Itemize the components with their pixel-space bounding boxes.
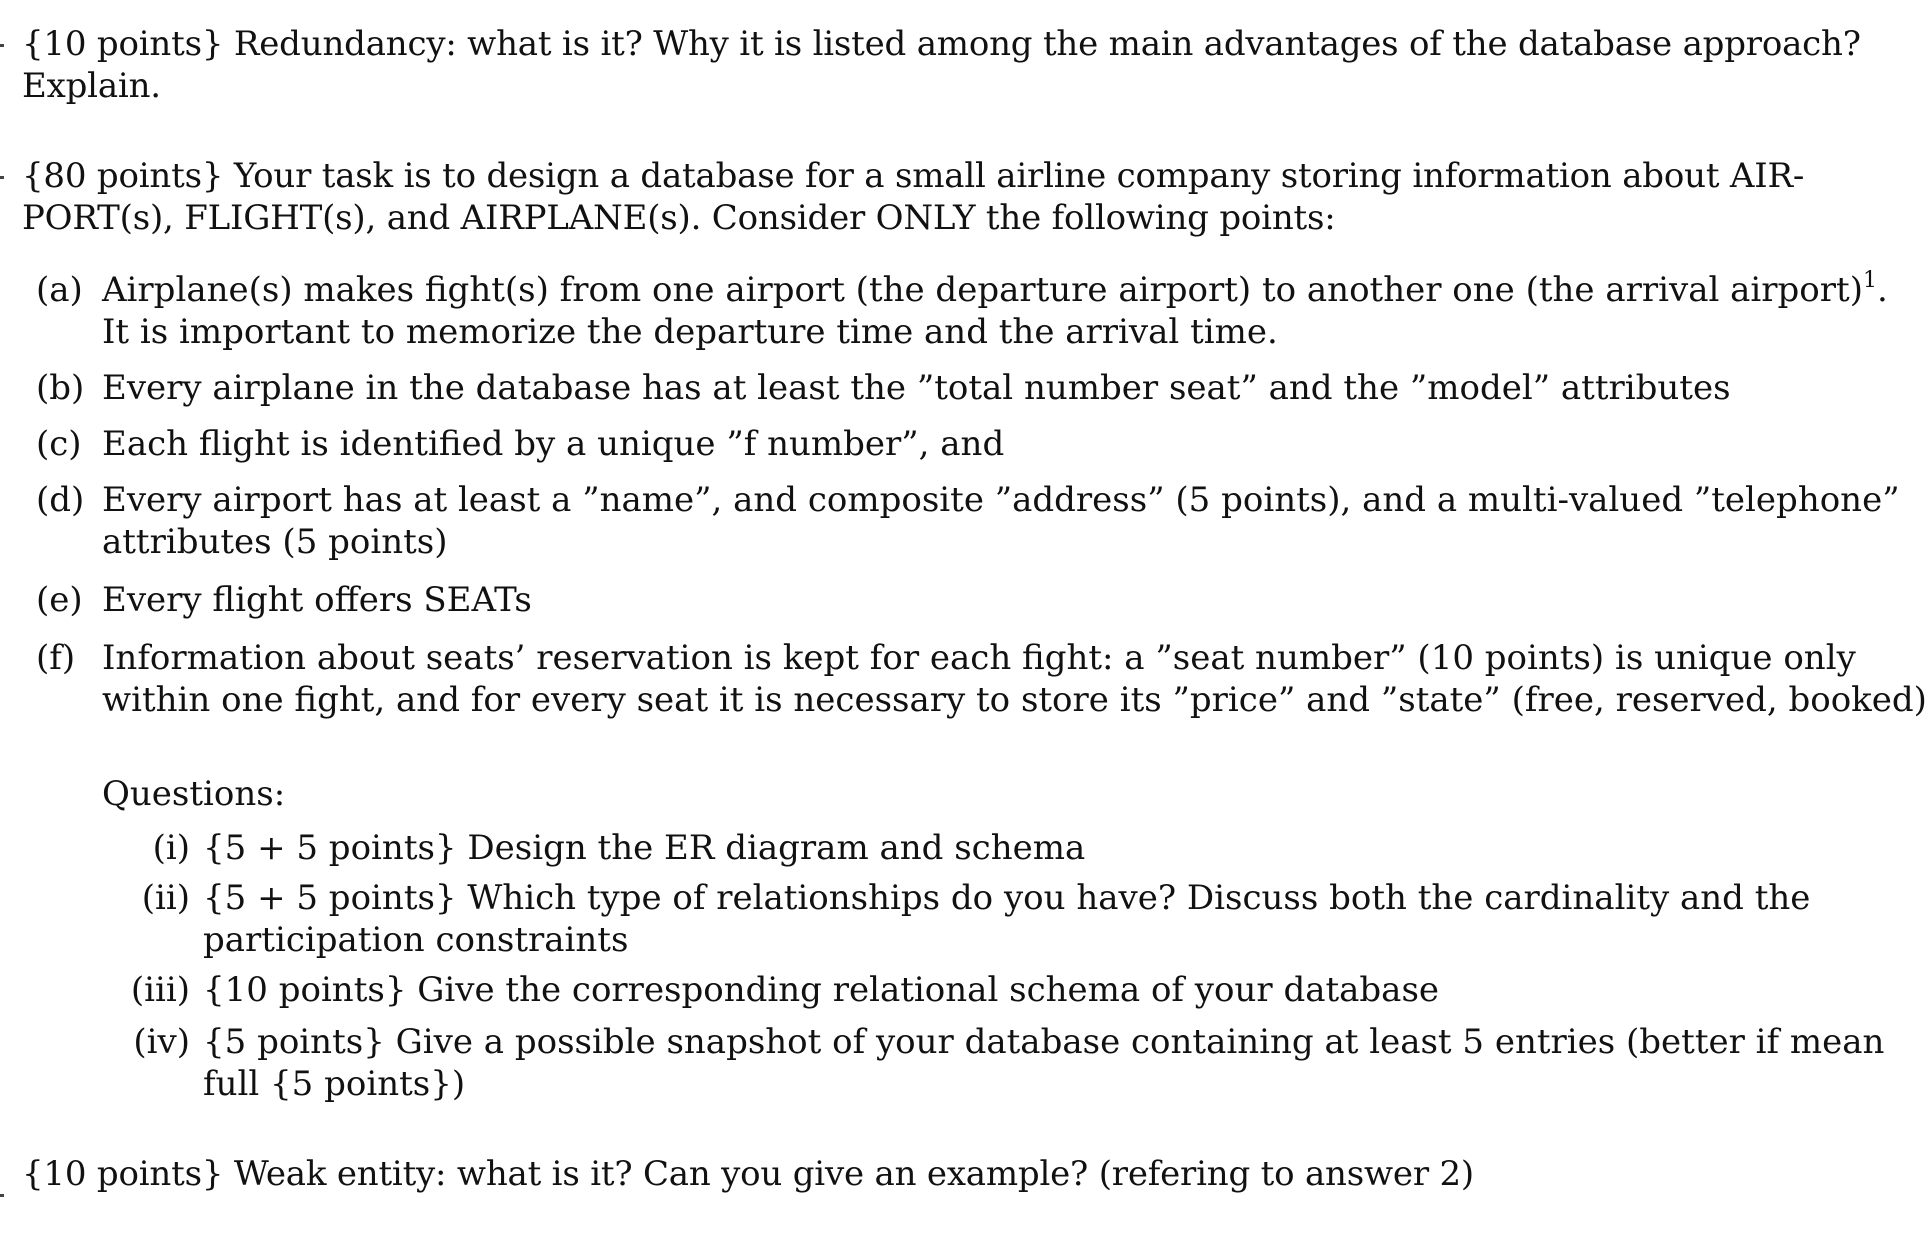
item-a-period: .	[1876, 270, 1888, 310]
item-f-line-1: Information about seats’ reservation is kept for each fight: a ”seat number” (10 points) is unique only	[102, 638, 1856, 678]
subquestion-iv-label: (iv)	[133, 1022, 190, 1062]
item-e-line-1: Every flight offers SEATs	[102, 580, 532, 620]
question-1-line-1: {10 points} Redundancy: what is it? Why it is listed among the main advantages of the database approach?	[22, 24, 1861, 64]
item-b-line-1: Every airplane in the database has at least the ”total number seat” and the ”model” attributes	[102, 368, 1731, 408]
list-marker	[0, 44, 4, 47]
subquestion-ii-label: (ii)	[141, 878, 190, 918]
question-2-line-2: PORT(s), FLIGHT(s), and AIRPLANE(s). Consider ONLY the following points:	[22, 198, 1336, 238]
subquestion-iii-label: (iii)	[130, 970, 190, 1010]
item-b-label: (b)	[36, 368, 85, 408]
subquestion-ii-line-1: {5 + 5 points} Which type of relationships do you have? Discuss both the cardinality and the	[203, 878, 1811, 918]
item-c-label: (c)	[36, 424, 82, 464]
list-marker	[0, 1194, 4, 1197]
question-3-line-1: {10 points} Weak entity: what is it? Can you give an example? (refering to answer 2)	[22, 1154, 1474, 1194]
subquestion-i-line-1: {5 + 5 points} Design the ER diagram and schema	[203, 828, 1086, 868]
item-a-line-1	[102, 267, 1888, 310]
item-a-text: Airplane(s) makes fight(s) from one airport (the departure airport) to another one (the arrival airport)	[102, 270, 1863, 310]
item-f-line-2: within one fight, and for every seat it is necessary to store its ”price” and ”state” (free, reserved, booked)	[102, 680, 1927, 720]
subquestion-iv-line-1: {5 points} Give a possible snapshot of your database containing at least 5 entries (better if mean	[203, 1022, 1885, 1062]
subquestion-i-label: (i)	[152, 828, 190, 868]
item-c-line-1: Each flight is identified by a unique ”f number”, and	[102, 424, 1005, 464]
list-marker	[0, 176, 4, 179]
subquestion-iv-line-2: full {5 points})	[203, 1064, 466, 1104]
subquestion-ii-line-2: participation constraints	[203, 920, 629, 960]
question-2-line-1: {80 points} Your task is to design a database for a small airline company storing information about AIR-	[22, 156, 1805, 196]
item-d-label: (d)	[36, 480, 85, 520]
questions-heading: Questions:	[102, 774, 286, 814]
question-1-line-2: Explain.	[22, 66, 161, 106]
item-d-line-2: attributes (5 points)	[102, 522, 448, 562]
subquestion-iii-line-1: {10 points} Give the corresponding relational schema of your database	[203, 970, 1440, 1010]
item-f-label: (f)	[36, 638, 76, 678]
item-a-line-2: It is important to memorize the departure time and the arrival time.	[102, 312, 1278, 352]
footnote-mark: 1	[1862, 267, 1877, 293]
item-d-line-1: Every airport has at least a ”name”, and composite ”address” (5 points), and a multi-valued ”telephone”	[102, 480, 1900, 520]
item-a-label: (a)	[36, 270, 83, 310]
item-e-label: (e)	[36, 580, 83, 620]
